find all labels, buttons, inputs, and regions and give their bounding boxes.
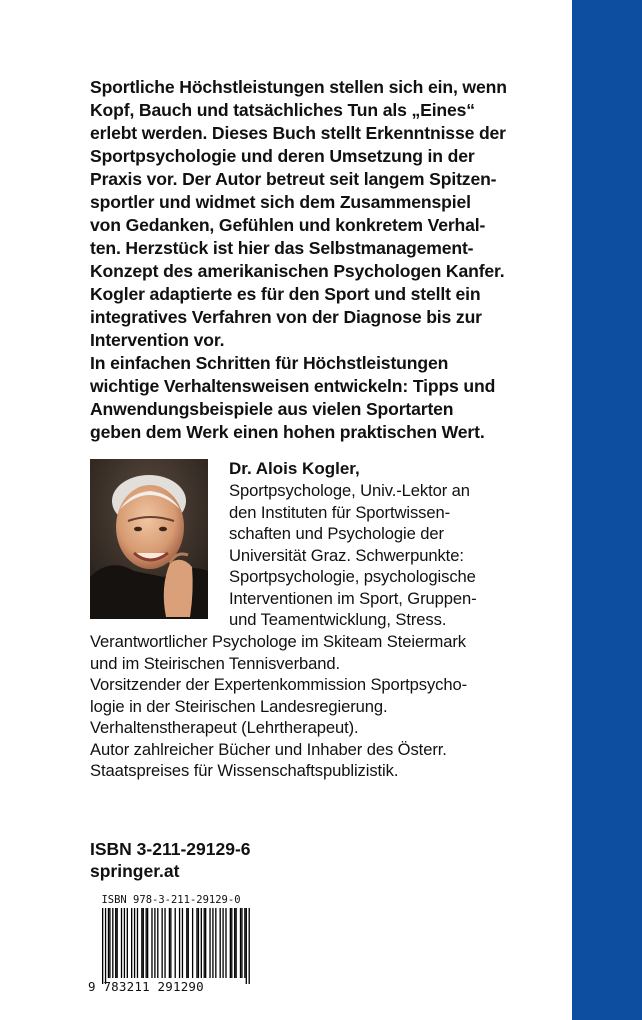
barcode-bar [209, 908, 210, 978]
barcode-bar [109, 908, 110, 978]
barcode-bar [151, 908, 152, 978]
barcode-bar [134, 908, 135, 978]
barcode-bar [117, 908, 118, 978]
barcode-bar [246, 908, 247, 984]
barcode-bar [154, 908, 155, 978]
barcode [88, 908, 254, 986]
barcode-bar [240, 908, 241, 978]
barcode-bar [175, 908, 176, 978]
barcode-bar [225, 908, 226, 978]
isbn-label: ISBN 3-211-29129-6 [90, 839, 251, 859]
barcode-bar [147, 908, 148, 978]
barcode-bar [215, 908, 216, 978]
author-portrait [90, 459, 208, 619]
barcode-bar [169, 908, 170, 978]
barcode-bar [146, 908, 147, 978]
barcode-bar [204, 908, 205, 978]
barcode-bar [192, 908, 193, 978]
barcode-bar [188, 908, 189, 978]
author-name: Dr. Alois Kogler, [229, 459, 360, 478]
barcode-bar [179, 908, 180, 978]
barcode-bar [182, 908, 183, 978]
author-bio-beside-photo: Sportpsychologe, Univ.-Lektor an den Instituten für Sportwissen- schaften und Psychologie der Universität Graz. Schwerpunkte: Sportpsychologie, psychologische Interventionen im Sport, Gruppen- und Teamentwicklung, Stress. [229, 481, 477, 629]
barcode-block [88, 894, 254, 996]
barcode-bar [222, 908, 223, 978]
barcode-bar [212, 908, 213, 978]
barcode-bar [186, 908, 187, 978]
barcode-bar [164, 908, 165, 978]
barcode-bar [230, 908, 231, 978]
spine-color-band [572, 0, 642, 1020]
barcode-bar [231, 908, 232, 978]
barcode-bar [124, 908, 125, 978]
barcode-bar [249, 908, 250, 984]
barcode-bar [205, 908, 206, 978]
author-bio-continued: Verantwortlicher Psychologe im Skiteam Steiermark und im Steirischen Tennisverband. Vorsitzender der Expertenkommission Sportpsycho- logie in der Steirischen Landesregierung. Verhaltenstherapeut (Lehrtherapeut). Autor zahlreicher Bücher und Inhaber des Österr. Staatspreises für Wissenschaftspublizistik. [90, 632, 468, 780]
barcode-bar [198, 908, 199, 978]
barcode-bar [170, 908, 171, 978]
barcode-bar [137, 908, 138, 978]
barcode-bar [234, 908, 235, 978]
barcode-bar [244, 908, 245, 978]
blurb-text: Sportliche Höchstleistungen stellen sich ein, wenn Kopf, Bauch und tatsächliches Tun als „Eines“ erlebt werden. Dieses Buch stellt Erkenntnisse der Sportpsychologie und deren Umsetzung in der Praxis vor. Der Autor betreut seit langem Spitzen- sportler und widmet sich dem Zusammenspiel von Gedanken, Gefühlen und konkretem Verhal- ten. Herzstück ist hier das Selbstmanagement- Konzept des amerikanischen Psychologen Kanfer. Kogler adaptierte es für den Sport und stellt ein integratives Verfahren von der Diagnose bis zur Intervention vor. In einfachen Schritten für Höchstleistungen wichtige Verhaltensweisen entwickeln: Tipps und Anwendungsbeispiele aus vielen Sportarten geben dem Werk einen hohen praktischen Wert. [90, 77, 507, 442]
barcode-bar [115, 908, 116, 978]
barcode-bar [102, 908, 103, 984]
barcode-bar [235, 908, 236, 978]
barcode-bar [161, 908, 162, 978]
barcode-bar [141, 908, 142, 978]
barcode-bar [220, 908, 221, 978]
barcode-bar [241, 908, 242, 978]
barcode-bar [196, 908, 197, 978]
barcode-isbn-text: ISBN 978-3-211-29129-0 [101, 894, 241, 906]
barcode-bar [121, 908, 122, 978]
publisher-url: springer.at [90, 861, 180, 881]
barcode-bar [127, 908, 128, 978]
barcode-bar [201, 908, 202, 978]
barcode-bar [143, 908, 144, 978]
barcode-bar [108, 908, 109, 978]
author-portrait-image [90, 459, 208, 619]
barcode-bar [112, 908, 113, 978]
barcode-bar [157, 908, 158, 978]
barcode-digits: 9 783211 291290 [88, 979, 204, 994]
barcode-bar [131, 908, 132, 978]
barcode-bar [105, 908, 106, 984]
